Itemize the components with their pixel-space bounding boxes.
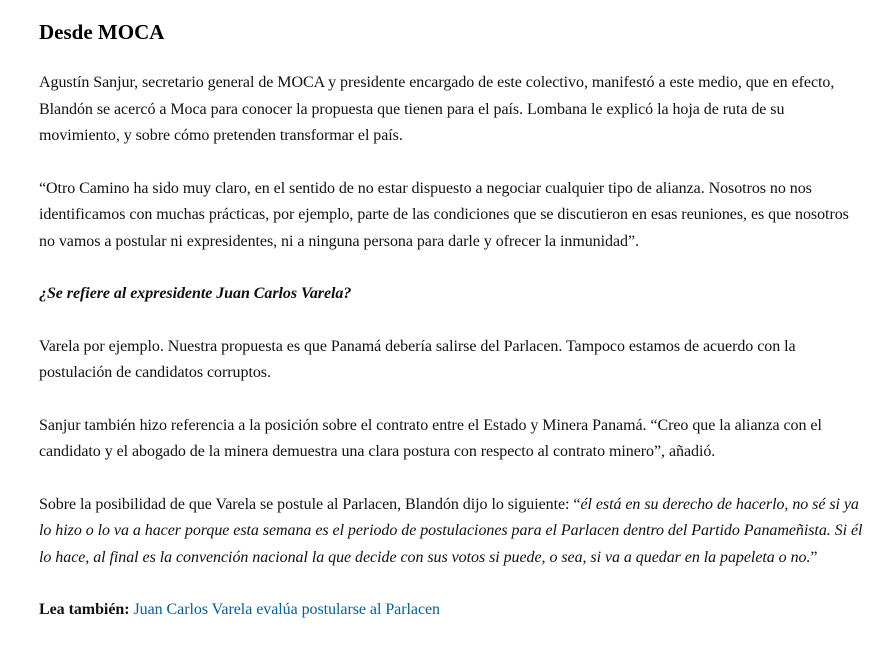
paragraph-blandon-statement bbox=[39, 492, 865, 572]
paragraph-minera-contract: Sanjur también hizo referencia a la posición sobre el contrato entre el Estado y Minera Panamá. “Creo que la alianza con el candidato y el abogado de la minera demuestra una clara postura con respecto al contrato minero”, añadió. bbox=[39, 416, 822, 460]
read-also bbox=[39, 597, 865, 624]
read-also-label: Lea también: bbox=[39, 601, 130, 618]
section-title: Desde MOCA bbox=[39, 20, 165, 44]
statement-quote: él está en su derecho de hacerlo, no sé si ya lo hizo o lo va a hacer porque esta semana es el periodo de postulaciones para el Parlacen dentro del Partido Panameñista. Si él lo hace, al final es la convención nacional la que decide con sus votos si puede, o sea, si va a quedar en la papeleta o no. bbox=[39, 495, 863, 566]
read-also-link[interactable]: Juan Carlos Varela evalúa postularse al Parlacen bbox=[133, 601, 440, 618]
interview-question: ¿Se refiere al expresidente Juan Carlos Varela? bbox=[39, 285, 352, 302]
paragraph-sanjur-intro: Agustín Sanjur, secretario general de MOCA y presidente encargado de este colectivo, manifestó a este medio, que en efecto, Blandón se acercó a Moca para conocer la propuesta que tienen para el país. Lombana le explicó la hoja de ruta de su movimiento, y sobre cómo pretenden transformar el país. bbox=[39, 74, 835, 144]
paragraph-otro-camino-quote: “Otro Camino ha sido muy claro, en el sentido de no estar dispuesto a negociar cualquier tipo de alianza. Nosotros no nos identificamos con muchas prácticas, por ejemplo, parte de las condiciones que se discutieron en esas reuniones, es que nosotros no vamos a postular ni expresidentes, ni a ninguna persona para darle y ofrecer la inmunidad”. bbox=[39, 179, 849, 250]
statement-close: ” bbox=[810, 548, 818, 566]
statement-intro: Sobre la posibilidad de que Varela se postule al Parlacen, Blandón dijo lo siguiente: “ bbox=[39, 495, 581, 513]
paragraph-varela-answer: Varela por ejemplo. Nuestra propuesta es que Panamá debería salirse del Parlacen. Tampoco estamos de acuerdo con la postulación de candidatos corruptos. bbox=[39, 337, 796, 381]
